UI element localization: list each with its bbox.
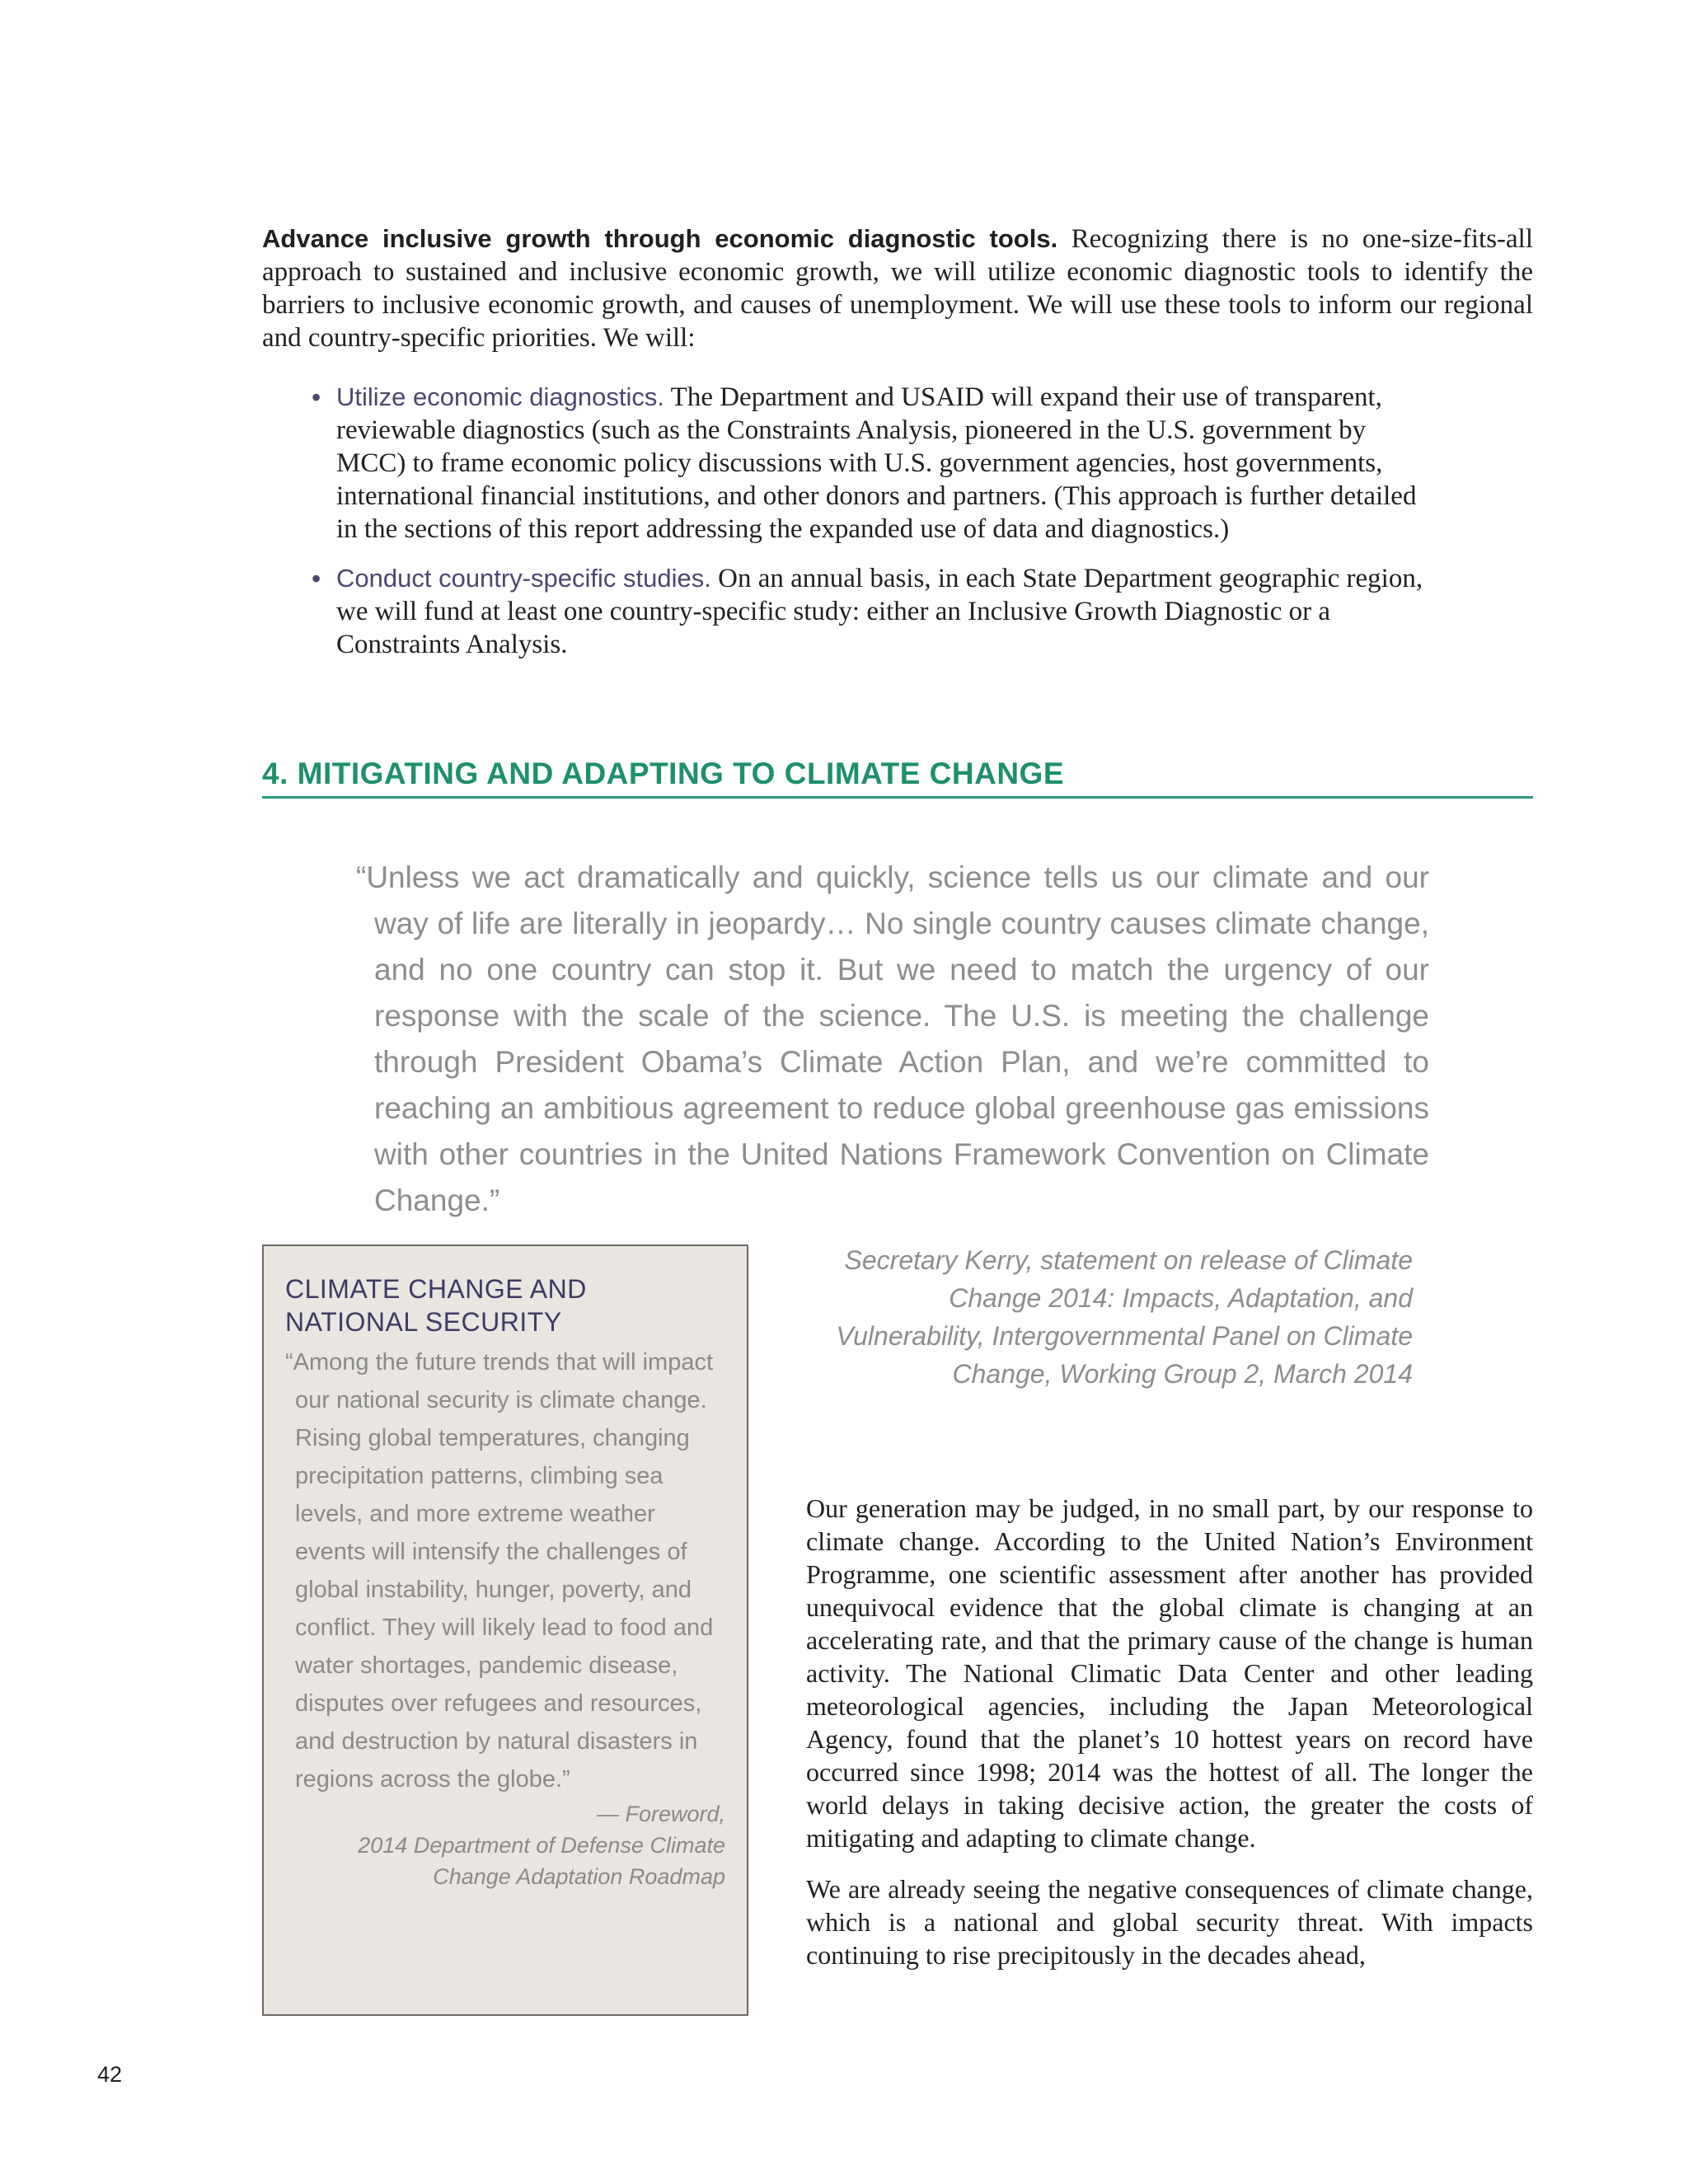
bullet-text: The Department and USAID will expand their use of transparent, reviewable diagnostics (such as the Constraints Analysis, pioneered in the U.S. government by MCC) to frame economic policy discussions with U.S. government agencies, host governments, international financial institutions, and other donors and partners. (This approach is further detailed in the sections of this report addressing the expanded use of data and diagnostics.) — [336, 382, 1417, 544]
sidebar-box — [262, 1244, 748, 2016]
bullet-text: On an annual basis, in each State Department geographic region, we will fund at least one country-specific study: either an Inclusive Growth Diagnostic or a Constraints Analysis. — [336, 564, 1423, 659]
section-heading: 4. MITIGATING AND ADAPTING TO CLIMATE CHANGE — [262, 757, 1533, 799]
sidebar-attribution — [285, 1798, 725, 1892]
bullet-list — [312, 381, 1424, 677]
sidebar-title: CLIMATE CHANGE AND NATIONAL SECURITY — [285, 1274, 587, 1337]
intro-text: Recognizing there is no one-size-fits-all approach to sustained and inclusive economic growth, we will utilize economic diagnostic tools to identify the barriers to inclusive economic growth, and causes of unemployment. We will use these tools to inform our regional and country-specific priorities. We will: — [262, 224, 1534, 353]
intro-lead: Advance inclusive growth through economic diagnostic tools. — [262, 224, 1058, 253]
page-number: 42 — [97, 2062, 123, 2087]
bullet-title: Utilize economic diagnostics. — [336, 382, 665, 411]
sidebar-attribution-line2: 2014 Department of Defense Climate Change Adaptation Roadmap — [358, 1833, 725, 1889]
pull-quote-attribution: Secretary Kerry, statement on release of Climate Change 2014: Impacts, Adaptation, and Vulnerability, Intergovernmental Panel on Climate Change, Working Group 2, March 2014 — [836, 1245, 1413, 1389]
pull-quote: “Unless we act dramatically and quickly, science tells us our climate and our way of life are literally in jeopardy… No single country causes climate change, and no one country can stop it. But we need to match the urgency of our response with the scale of the science. The U.S. is meeting the challenge through President Obama’s Climate Action Plan, and we’re committed to reaching an ambitious agreement to reduce global greenhouse gas emissions with other countries in the United Nations Framework Convention on Climate Change.” — [356, 860, 1429, 1217]
sidebar-quote: “Among the future trends that will impact our national security is climate change. Rising global temperatures, changing precipitation patterns, climbing sea levels, and more extreme weather events will intensify the challenges of global instability, hunger, poverty, and conflict. They will likely lead to food and water shortages, pandemic disease, disputes over refugees and resources, and destruction by natural disasters in regions across the globe.” — [285, 1349, 714, 1793]
sidebar-attribution-line1: — Foreword, — [596, 1802, 725, 1826]
intro-paragraph — [262, 223, 1533, 354]
bullet-item — [312, 381, 1424, 546]
bullet-marker: • — [312, 382, 321, 412]
body-paragraph: We are already seeing the negative consequences of climate change, which is a national and global security threat. With impacts continuing to rise precipitously in the decades ahead, — [806, 1874, 1533, 1970]
bullet-item — [312, 562, 1424, 661]
body-paragraph: Our generation may be judged, in no small part, by our response to climate change. According to the United Nation’s Environment Programme, one scientific assessment after another has provided unequivocal evidence that the global climate is changing at an accelerating rate, and that the primary cause of the change is human activity. The National Climatic Data Center and other leading meteorological agencies, including the Japan Meteorological Agency, found that the planet’s 10 hottest years on record have occurred since 1998; 2014 was the hottest of all. The longer the world delays in taking decisive action, the greater the costs of mitigating and adapting to climate change. — [806, 1493, 1533, 1853]
body-column — [806, 1492, 1533, 1990]
bullet-title: Conduct country-specific studies. — [336, 564, 711, 593]
bullet-marker: • — [312, 564, 321, 593]
